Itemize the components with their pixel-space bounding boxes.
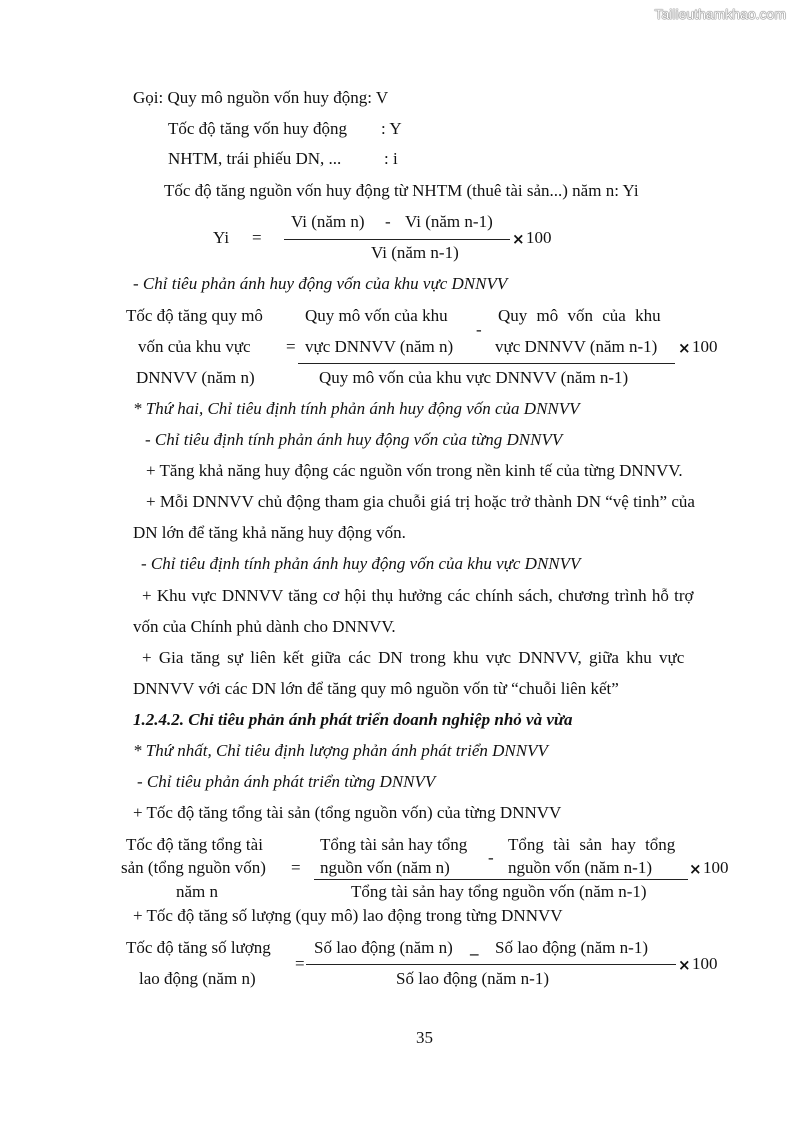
definition-line-v: Gọi: Quy mô nguồn vốn huy động: V <box>133 88 389 107</box>
numerator-b-line1: Quy mô vốn của khu <box>498 306 661 325</box>
hundred: 100 <box>526 228 552 247</box>
formula-lhs-line1: Tốc độ tăng quy mô <box>126 306 263 325</box>
times-icon: × <box>512 230 525 248</box>
definition-line-yi: Tốc độ tăng nguồn vốn huy động từ NHTM (thuê tài sản...) năm n: Yi <box>164 181 639 200</box>
paragraph: + Mỗi DNNVV chủ động tham gia chuỗi giá trị hoặc trở thành DN “vệ tinh” của <box>146 492 695 511</box>
definition-symbol-i: : i <box>384 149 398 168</box>
numerator-term-b: Vi (năm n-1) <box>405 212 493 231</box>
denominator: Vi (năm n-1) <box>371 243 459 262</box>
numerator-b-line2: vực DNNVV (năm n-1) <box>495 337 658 356</box>
numerator-a-line1: Quy mô vốn của khu <box>305 306 448 325</box>
formula-equals: = <box>291 858 301 877</box>
watermark: Tailieuthamkhao.com <box>654 6 786 22</box>
definition-symbol-y: : Y <box>381 119 402 138</box>
fraction-bar <box>284 239 510 240</box>
hundred: 100 <box>703 858 729 877</box>
subheading-phat-trien: - Chỉ tiêu phản ánh phát triển từng DNNVV <box>137 772 436 791</box>
paragraph: DNNVV với các DN lớn để tăng quy mô nguồn vốn từ “chuỗi liên kết” <box>133 679 619 698</box>
times-icon: × <box>678 956 691 974</box>
numerator-b-line2: nguồn vốn (năm n-1) <box>508 858 653 877</box>
minus-sign: _ <box>470 938 479 957</box>
numerator-a: Số lao động (năm n) <box>314 938 453 957</box>
formula-lhs-line2: vốn của khu vực <box>138 337 251 356</box>
fraction-bar <box>306 964 676 965</box>
paragraph: DN lớn để tăng khả năng huy động vốn. <box>133 523 406 542</box>
denominator: Quy mô vốn của khu vực DNNVV (năm n-1) <box>319 368 629 387</box>
heading-thu-nhat: * Thứ nhất, Chỉ tiêu định lượng phản ánh phát triển DNNVV <box>133 741 548 760</box>
definition-label-y: Tốc độ tăng vốn huy động <box>168 119 347 138</box>
fraction-bar <box>298 363 675 364</box>
numerator-a-line2: vực DNNVV (năm n) <box>305 337 454 356</box>
denominator: Tổng tài sản hay tổng nguồn vốn (năm n-1) <box>351 882 647 901</box>
formula-equals: = <box>252 228 262 247</box>
numerator-b: Số lao động (năm n-1) <box>495 938 648 957</box>
denominator: Số lao động (năm n-1) <box>396 969 549 988</box>
subheading-khu-vuc-dinh-tinh: - Chỉ tiêu định tính phản ánh huy động vốn của khu vực DNNVV <box>141 554 581 573</box>
times-icon: × <box>689 860 702 878</box>
formula-lhs-line3: DNNVV (năm n) <box>136 368 255 387</box>
paragraph: + Gia tăng sự liên kết giữa các DN trong khu vực DNNVV, giữa khu vực <box>142 648 685 667</box>
paragraph: + Tăng khả năng huy động các nguồn vốn trong nền kinh tế của từng DNNVV. <box>146 461 683 480</box>
formula-equals: = <box>286 337 296 356</box>
formula-lhs-line2: sản (tổng nguồn vốn) <box>121 858 266 877</box>
hundred: 100 <box>692 954 718 973</box>
subheading-tung-dnnvv: - Chỉ tiêu định tính phản ánh huy động vốn của từng DNNVV <box>145 430 563 449</box>
fraction-bar <box>314 879 688 880</box>
formula-lhs: Yi <box>213 228 230 247</box>
section-heading: 1.2.4.2. Chỉ tiêu phản ánh phát triển doanh nghiệp nhỏ và vừa <box>133 710 573 729</box>
minus-sign: - <box>476 320 482 339</box>
minus-sign: - <box>385 212 391 231</box>
heading-thu-hai: * Thứ hai, Chỉ tiêu định tính phản ánh huy động vốn của DNNVV <box>133 399 580 418</box>
numerator-term-a: Vi (năm n) <box>291 212 365 231</box>
formula-lhs-line1: Tốc độ tăng số lượng <box>126 938 271 957</box>
paragraph: vốn của Chính phủ dành cho DNNVV. <box>133 617 396 636</box>
paragraph-lao-dong: + Tốc độ tăng số lượng (quy mô) lao động trong từng DNNVV <box>133 906 563 925</box>
times-icon: × <box>678 339 691 357</box>
definition-label-i: NHTM, trái phiếu DN, ... <box>168 149 342 168</box>
paragraph: + Tốc độ tăng tổng tài sản (tổng nguồn vốn) của từng DNNVV <box>133 803 562 822</box>
formula-equals: = <box>295 954 305 973</box>
page-number: 35 <box>416 1028 433 1047</box>
formula-lhs-line2: lao động (năm n) <box>139 969 256 988</box>
formula-lhs-line1: Tốc độ tăng tổng tài <box>126 835 263 854</box>
formula-lhs-line3: năm n <box>176 882 219 901</box>
subheading-khu-vuc: - Chỉ tiêu phản ánh huy động vốn của khu vực DNNVV <box>133 274 508 293</box>
numerator-b-line1: Tổng tài sản hay tổng <box>508 835 676 854</box>
paragraph: + Khu vực DNNVV tăng cơ hội thụ hưởng các chính sách, chương trình hỗ trợ <box>142 586 694 605</box>
numerator-a-line2: nguồn vốn (năm n) <box>320 858 450 877</box>
minus-sign: - <box>488 848 494 867</box>
hundred: 100 <box>692 337 718 356</box>
numerator-a-line1: Tổng tài sản hay tổng <box>320 835 468 854</box>
